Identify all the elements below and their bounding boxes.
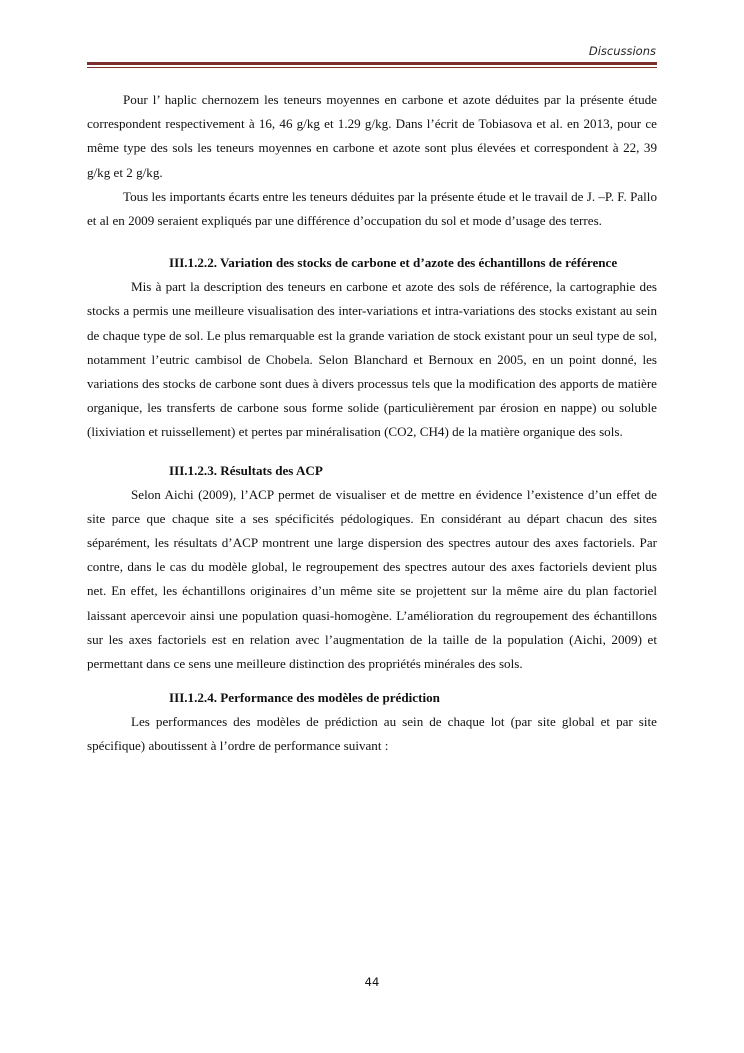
page-number: 44 [364, 975, 380, 989]
section-body-performance-modeles: Les performances des modèles de prédiction au sein de chaque lot (par site global et par site spécifique) aboutissent à l’ordre de performance suivant : [87, 714, 657, 754]
section-body-variation-stocks: Mis à part la description des teneurs en carbone et azote des sols de référence, la cartographie des stocks a permis une meilleure visualisation des inter-variations et intra-variations des stocks existant au sein de chaque type de sol. Le plus remarquable est la grande variation de stock existant pour un seul type de sol, notamment l’eutric cambisol de Chobela. Selon Blanchard et Bernoux en 2005, en un point donné, les variations des stocks de carbone sont dues à divers processus tels que la modification des apports de matière organique, les transferts de carbone sous forme solide (particulièrement par érosion en nappe) ou soluble (lixiviation et ruissellement) et pertes par minéralisation (CO2, CH4) de la matière organique des sols. [87, 279, 657, 440]
page-body [87, 88, 657, 759]
header-rule-thin [87, 67, 657, 68]
paragraph-ecarts: Tous les importants écarts entre les teneurs déduites par la présente étude et le travail de J. –P. F. Pallo et al en 2009 seraient expliqués par une différence d’occupation du sol et mode d’usage des terres. [87, 188, 657, 229]
section-heading-performance-modeles: III.1.2.4. Performance des modèles de prédiction [169, 690, 440, 706]
section-heading-resultats-acp: III.1.2.3. Résultats des ACP [169, 462, 323, 478]
header-rule-thick [87, 62, 657, 65]
paragraph-haplic-chernozem: Pour l’ haplic chernozem les teneurs moyennes en carbone et azote déduites par la présente étude correspondent respectivement à 16, 46 g/kg et 1.29 g/kg. Dans l’écrit de Tobiasova et al. en 2013, pour ce même type des sols les teneurs moyennes en carbone et azote sont plus élevées et correspondent à 22, 39 g/kg et 2 g/kg. [87, 92, 657, 180]
section-body-resultats-acp: Selon Aichi (2009), l’ACP permet de visualiser et de mettre en évidence l’existence d’un effet de site parce que chaque site a ses spécificités pédologiques. En considérant au départ chacun des sites séparément, les résultats d’ACP montrent une large dispersion des spectres autour des axes factoriels. Par contre, dans le cas du modèle global, le regroupement des spectres autour des axes factoriels devient plus net. En effet, les échantillons originaires d’un même site se projettent sur la même aire du plan factoriel laissant apercevoir ainsi une population quasi-homogène. L’amélioration du regroupement des échantillons sur les axes factoriels est en relation avec l’augmentation de la taille de la population (Aichi, 2009) et permettant dans ce sens une meilleure distinction des propriétés minérales des sols. [87, 486, 657, 672]
section-heading-variation-stocks: III.1.2.2. Variation des stocks de carbone et d’azote des échantillons de référence [169, 255, 618, 271]
header-title: Discussions [588, 44, 656, 58]
